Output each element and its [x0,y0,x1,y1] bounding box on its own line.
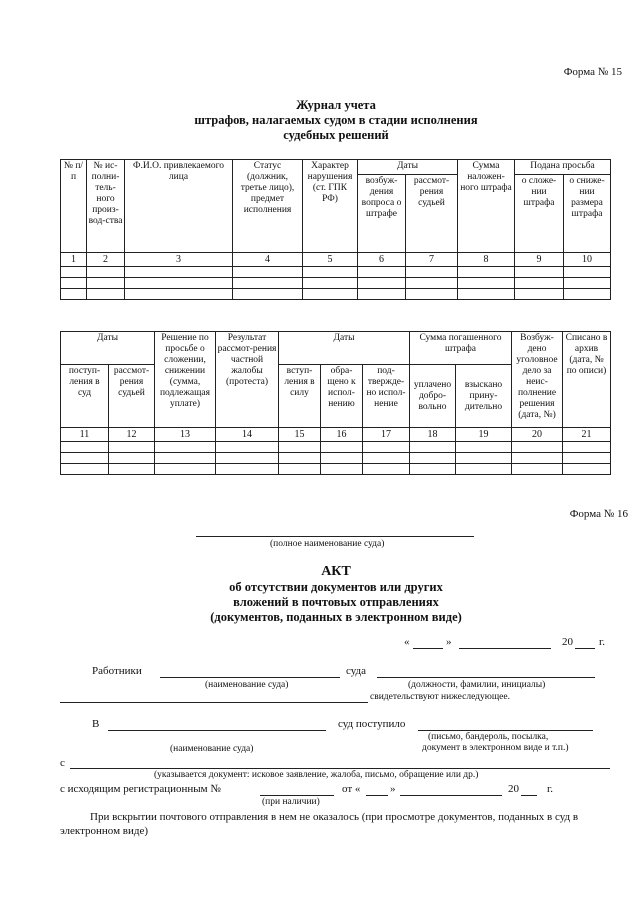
t1-h-dates: Даты [358,160,458,175]
t1-num: 6 [358,253,406,267]
table1-header-row1 [61,160,611,175]
table1-number-row [61,253,611,267]
table2-empty-row [61,442,611,453]
t2-num: 18 [410,428,456,442]
t2-num: 12 [109,428,155,442]
t2-h-dates2-c: под-твержде-но испол-нение [363,365,410,428]
table1-empty-row [61,278,611,289]
t1-h-req-b: о сниже-нии размера штрафа [564,175,611,253]
t1-num: 3 [125,253,233,267]
t1-h-status: Статус (должник, третье лицо), предмет исполнения [233,160,303,253]
t1-h-req: Подана просьба [515,160,611,175]
t1-num: 4 [233,253,303,267]
act-title-line4: (документов, поданных в электронном виде) [210,610,462,624]
caption-position: (должности, фамилии, инициалы) [408,680,546,690]
act-title-line2: об отсутствии документов или других [229,580,443,594]
year-prefix-2: 20 [508,783,519,795]
table2-empty-row [61,464,611,475]
date-quote-close: » [446,636,452,648]
t2-num: 11 [61,428,109,442]
t2-h-criminal: Возбуж-дено уголовное дело за неис-полнение решения (дата, №) [512,332,563,428]
table1-empty-row [61,289,611,300]
with-label: с [60,757,65,769]
caption-item-2: документ в электронном виде и т.п.) [422,743,569,753]
table2-number-row [61,428,611,442]
date-year-prefix: 20 [562,636,573,648]
in-label: В [92,718,100,730]
outgoing-month-field[interactable] [400,795,502,796]
t2-h-result: Результат рассмот-рения частной жалобы (протеста) [216,332,279,428]
t2-num: 17 [363,428,410,442]
received-label: суд поступило [338,718,406,730]
journal-table-2 [60,331,611,475]
date-year-field[interactable] [575,648,595,649]
table2-header-row1 [61,332,611,365]
t2-h-dates2-b: обра-щено к испол-нению [321,365,363,428]
form16-label: Форма № 16 [569,508,628,520]
t1-h-case: № ис-полни-тель-ного произ-вод-ства [87,160,125,253]
t2-h-paid-a: уплачено добро-вольно [410,365,456,428]
t2-h-paid: Сумма погашенного штрафа [410,332,512,365]
t1-num: 9 [515,253,564,267]
outgoing-number-field[interactable] [260,795,334,796]
form15-title-line1: Журнал учета [296,98,376,112]
received-court-field[interactable] [108,730,326,731]
date-day-field[interactable] [413,648,443,649]
form15-title [0,98,640,143]
caption-court-name2: (наименование суда) [170,744,254,754]
t1-h-dates-b: рассмот-рения судьей [406,175,458,253]
form15-label: Форма № 15 [563,66,622,78]
t1-num: 2 [87,253,125,267]
form15-title-line2: штрафов, налагаемых судом в стадии исполнения [194,113,478,127]
court-word: суда [346,665,367,677]
t1-num: 5 [303,253,358,267]
date-month-field[interactable] [459,648,551,649]
caption-item-1: (письмо, бандероль, посылка, [428,732,549,742]
t2-num: 15 [279,428,321,442]
received-item-field[interactable] [418,730,593,731]
date-quote-open: « [404,636,410,648]
workers-names-field[interactable] [377,677,595,678]
from-label: от « [342,783,361,795]
t2-h-decision: Решение по просьбе о сложении, снижении (сумма, подлежащая уплате) [155,332,216,428]
t2-num: 14 [216,428,279,442]
court-name-line[interactable] [196,536,474,537]
t1-h-no: № п/п [61,160,87,253]
from-close: » [390,783,396,795]
t2-num: 13 [155,428,216,442]
workers-continuation-field[interactable] [60,702,368,703]
t2-num: 16 [321,428,363,442]
certify-text: свидетельствуют нижеследующее. [370,692,510,702]
t2-h-dates2-a: вступ-ления в силу [279,365,321,428]
act-paragraph: При вскрытии почтового отправления в нем не оказалось (при просмотре документов, поданных в суд в электронном виде) [60,811,579,837]
act-title-line1: АКТ [321,564,351,579]
t2-num: 21 [563,428,611,442]
workers-court-field[interactable] [160,677,340,678]
t2-h-archive: Списано в архив (дата, № по описи) [563,332,611,428]
t1-num: 8 [458,253,515,267]
caption-if-any: (при наличии) [262,797,320,807]
t2-h-dates-b: рассмот-рения судьей [109,365,155,428]
outgoing-year-field[interactable] [521,795,537,796]
t2-h-paid-b: взыскано прину-дительно [456,365,512,428]
t2-h-dates2: Даты [279,332,410,365]
act-title-line3: вложений в почтовых отправлениях [233,595,439,609]
outgoing-label: с исходящим регистрационным № [60,783,221,795]
t1-num: 1 [61,253,87,267]
t1-h-name: Ф.И.О. привлекаемого лица [125,160,233,253]
journal-table-1 [60,159,611,300]
t1-h-dates-a: возбуж-дения вопроса о штрафе [358,175,406,253]
form15-title-line3: судебных решений [283,128,389,142]
document-type-field[interactable] [70,768,610,769]
table1-empty-row [61,267,611,278]
caption-court-name: (наименование суда) [205,680,289,690]
t1-num: 10 [564,253,611,267]
t1-h-sum: Сумма наложен-ного штрафа [458,160,515,253]
caption-document: (указывается документ: исковое заявление, жалоба, письмо, обращение или др.) [154,770,479,780]
date-year-suffix: г. [599,636,606,648]
t1-num: 7 [406,253,458,267]
t2-num: 20 [512,428,563,442]
table2-empty-row [61,453,611,464]
workers-label: Работники [92,665,142,677]
t1-h-nature: Характер нарушения (ст. ГПК РФ) [303,160,358,253]
act-title [0,563,640,625]
court-name-caption: (полное наименование суда) [270,539,385,549]
t2-h-dates: Даты [61,332,155,365]
outgoing-day-field[interactable] [366,795,388,796]
t2-num: 19 [456,428,512,442]
t1-h-req-a: о сложе-нии штрафа [515,175,564,253]
year-suffix-2: г. [547,783,554,795]
t2-h-dates-a: поступ-ления в суд [61,365,109,428]
